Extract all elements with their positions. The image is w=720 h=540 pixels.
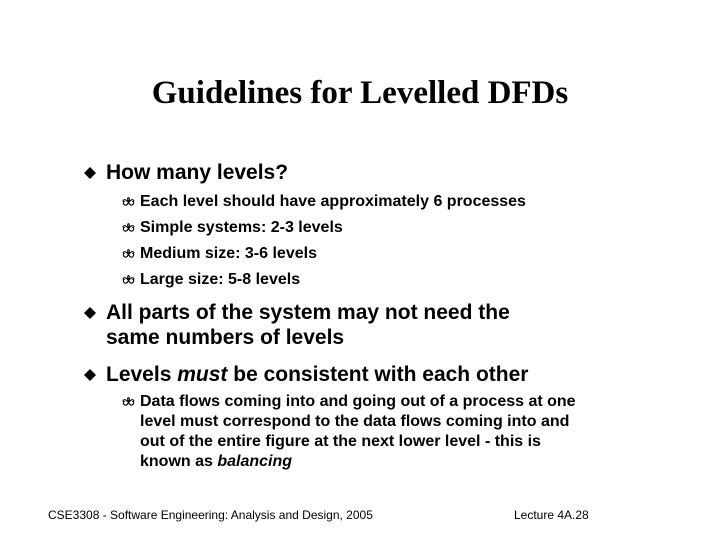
clover-bullet-icon [122, 396, 135, 409]
sub-bullet-line-1: Data flows coming into and going out of a process at one [140, 393, 576, 410]
diamond-bullet-icon [84, 307, 96, 319]
sub-bullet-text [140, 392, 640, 472]
bullet-text [106, 300, 666, 350]
clover-bullet-icon [122, 274, 135, 287]
sub-bullet-line-2: level must correspond to the data flows coming into and [140, 413, 570, 430]
clover-bullet-icon [122, 222, 135, 235]
clover-bullet-icon [122, 248, 135, 261]
sub-bullet-line-3: out of the entire figure at the next lower level - this is [140, 433, 541, 450]
footer-lecture: Lecture 4A.28 [514, 508, 589, 522]
diamond-bullet-icon [84, 369, 96, 381]
bullet-text-line-1: All parts of the system may not need the [106, 301, 510, 324]
bullet-text-after: be consistent with each other [227, 363, 529, 386]
bullet-text-line-2: same numbers of levels [106, 326, 345, 349]
emphasis-balancing: balancing [217, 453, 293, 470]
bullet-text: How many levels? [106, 161, 289, 184]
sub-bullet-text: Large size: 5-8 levels [140, 271, 301, 288]
emphasis-must: must [177, 363, 228, 386]
slide-title: Guidelines for Levelled DFDs [151, 75, 569, 111]
sub-bullet-line-4: known as [140, 453, 218, 470]
footer-course: CSE3308 - Software Engineering: Analysis and Design, 2005 [48, 508, 373, 522]
sub-bullet-text: Simple systems: 2-3 levels [140, 219, 343, 236]
diamond-bullet-icon [84, 167, 96, 179]
clover-bullet-icon [122, 196, 135, 209]
bullet-text-before: Levels [106, 363, 178, 386]
sub-bullet-text: Each level should have approximately 6 processes [140, 193, 526, 210]
bullet-text [106, 362, 666, 387]
sub-bullet-text: Medium size: 3-6 levels [140, 245, 317, 262]
